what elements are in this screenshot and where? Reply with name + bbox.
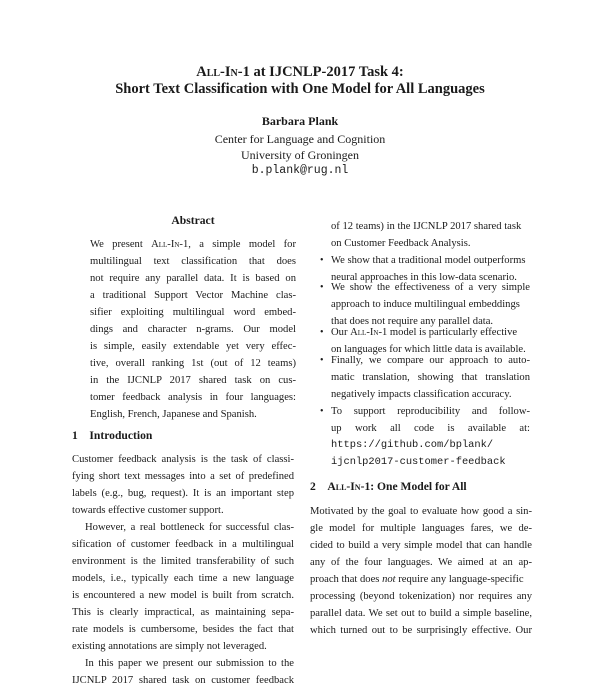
section-2-number: 2	[310, 480, 316, 493]
title-system-name: All-In-1	[196, 64, 250, 80]
sec2-line: proach that does not require any language-specific	[310, 574, 524, 585]
intro-line: sification of customer feedback in a multilingual	[72, 539, 294, 550]
emphasis-not: not	[382, 574, 396, 585]
abstract-line: tomer feedback analysis in four languages:	[90, 392, 296, 403]
author-affiliation-2: University of Groningen	[241, 148, 359, 162]
intro-line: rate models is cumbersome, besides the fact that	[72, 624, 294, 635]
author-email: b.plank@rug.nl	[251, 164, 349, 177]
intro-line: environment is the limited transferability of such	[72, 556, 294, 567]
intro-line: is encountered a new model is built from scratch.	[72, 590, 294, 601]
bullet-system-name: All-In-1	[350, 327, 388, 338]
sec2-line: any of the four languages. We aimed at an ap-	[310, 557, 532, 568]
bullet-1-line: We show that a traditional model outperforms	[331, 255, 526, 266]
intro-line: However, a real bottleneck for successful clas-	[85, 522, 294, 533]
bullet-5-line: up work all code is available at:	[331, 423, 530, 434]
abstract-line: tive, overall ranking 1st (out of 12 teams)	[90, 358, 296, 369]
bullet-5-line: To support reproducibility and follow-	[331, 406, 530, 417]
abstract-line: sifier exploiting multilingual word embed-	[90, 307, 296, 318]
right-top-line: of 12 teams) in the IJCNLP 2017 shared task	[331, 221, 522, 232]
abstract-line: We present All-In-1, a simple model for	[90, 239, 296, 250]
abstract-line: not require any parallel data. It is based on	[90, 273, 296, 284]
intro-line: labels (e.g., bug, request). It is an important step	[72, 488, 294, 499]
code-url-line[interactable]: ijcnlp2017-customer-feedback	[331, 456, 506, 468]
abstract-line: dings and character n-grams. Our model	[90, 324, 296, 335]
sec2-line: parallel data. We set out to build a simple baseline,	[310, 608, 532, 619]
bullet-marker: •	[320, 406, 324, 417]
bullet-3-line: on languages for which little data is available.	[331, 344, 526, 355]
right-top-line: on Customer Feedback Analysis.	[331, 238, 471, 249]
sec2-line: gle model for multiple languages fares, we de-	[310, 523, 532, 534]
bullet-4-line: Finally, we compare our approach to auto-	[331, 355, 530, 366]
author-affiliation-1: Center for Language and Cognition	[214, 132, 386, 146]
bullet-marker: •	[320, 355, 324, 366]
code-url-line[interactable]: https://github.com/bplank/	[331, 439, 494, 451]
section-1-number: 1	[72, 429, 78, 442]
intro-line: models, i.e., typically each time a new language	[72, 573, 294, 584]
bullet-4-line: matic translation, showing that translation	[331, 372, 530, 383]
bullet-marker: •	[320, 255, 324, 266]
author-name: Barbara Plank	[261, 114, 339, 128]
sec2-line: which turned out to be surprisingly effective. Our	[310, 625, 532, 636]
section-2-heading	[310, 480, 467, 493]
section-2-system-name: All-In-1	[327, 480, 371, 493]
bullet-3-line: Our All-In-1 model is particularly effective	[331, 327, 518, 338]
sec2-line: processing (beyond tokenization) nor requires any	[310, 591, 532, 602]
intro-line: In this paper we present our submission to the	[85, 658, 294, 669]
sec2-line: cided to build a very simple model that can handle	[310, 540, 532, 551]
intro-line: existing annotations are simply not leveraged.	[72, 641, 267, 652]
bullet-4-line: negatively impacts classification accuracy.	[331, 389, 512, 400]
abstract-heading: Abstract	[171, 214, 215, 227]
paper-title-line-2: Short Text Classification with One Model for All Languages	[115, 81, 485, 97]
intro-line: towards effective customer support.	[72, 505, 224, 516]
section-2-title-rest: : One Model for All	[370, 480, 467, 493]
intro-line: Customer feedback analysis is the task of classi-	[72, 454, 294, 465]
sec2-line: Motivated by the goal to evaluate how good a sin-	[310, 506, 532, 517]
intro-line: IJCNLP 2017 shared task on customer feedback	[72, 675, 294, 686]
abstract-line: in the IJCNLP 2017 shared task on cus-	[90, 375, 296, 386]
abstract-line: multilingual text classification that does	[90, 256, 296, 267]
bullet-2-line: approach to induce multilingual embeddings	[331, 299, 520, 310]
intro-line: fying short text messages into a set of predefined	[72, 471, 294, 482]
abstract-line: is simple, easily extendable yet very effec-	[90, 341, 296, 352]
bullet-1-line: neural approaches in this low-data scenario.	[331, 272, 517, 283]
section-1-heading	[72, 429, 152, 442]
bullet-2-line: We show the effectiveness of a very simple	[331, 282, 530, 293]
section-1-title: Introduction	[89, 429, 153, 442]
abstract-line: a traditional Support Vector Machine clas-	[90, 290, 296, 301]
bullet-marker: •	[320, 327, 324, 338]
bullet-2-line: that does not require any parallel data.	[331, 316, 494, 327]
intro-line: This is clearly impractical, as maintaining sepa-	[72, 607, 294, 618]
abstract-system-name: All-In-1	[151, 239, 189, 250]
abstract-line: English, French, Japanese and Spanish.	[90, 409, 257, 420]
bullet-marker: •	[320, 282, 324, 293]
title-line-1-rest: at IJCNLP-2017 Task 4:	[249, 64, 404, 80]
